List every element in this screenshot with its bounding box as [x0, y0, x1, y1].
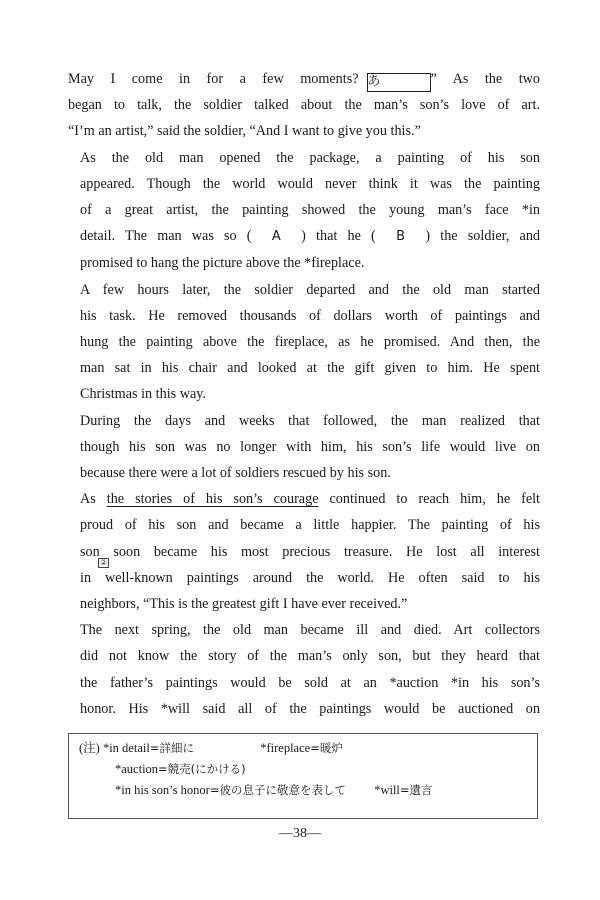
notes-row — [79, 780, 537, 801]
line — [68, 66, 540, 92]
note-definition: =彼の息子に敬意を表して — [209, 783, 346, 797]
line: his task. He removed thousands of dollars worth of paintings and — [80, 307, 540, 324]
paragraph-3 — [68, 277, 540, 408]
note-term: *will — [374, 783, 400, 797]
text-span: ” As the two — [430, 71, 540, 87]
paragraph-2 — [68, 145, 540, 277]
notes-label: (注) — [79, 741, 100, 755]
line: the father’s paintings would be sold at an *auction *in his son’s — [80, 674, 540, 691]
paragraph-6 — [68, 617, 540, 722]
paragraph-4 — [68, 408, 540, 487]
blank-b-letter: B — [396, 229, 406, 245]
note-definition: =詳細に — [149, 741, 194, 755]
notes-row — [79, 759, 537, 780]
line: because there were a lot of soldiers rescued by his son. — [80, 465, 391, 482]
page-number: —38— — [279, 826, 321, 841]
note-definition: =競売(にかける) — [158, 762, 246, 776]
line: of a great artist, the painting showed the young man’s face *in — [80, 202, 540, 219]
line: “I’m an artist,” said the soldier, “And I want to give you this.” — [68, 123, 421, 140]
line — [68, 223, 540, 250]
blank-a-letter: A — [271, 229, 281, 245]
line: in well-known paintings around the world. He often said to his — [80, 569, 540, 586]
note-term: *auction — [115, 762, 159, 776]
text-span: continued to reach him, he felt — [329, 491, 540, 508]
line: appeared. Though the world would never think it was the painting — [80, 175, 540, 192]
line: The next spring, the old man became ill and died. Art collectors — [80, 622, 540, 639]
note-term: *in detail — [102, 741, 150, 755]
line: though his son was no longer with him, his son’s life would live on — [80, 438, 540, 455]
answer-blank-a: あ — [367, 73, 431, 92]
line: neighbors, “This is the greatest gift I have ever received.” — [80, 596, 408, 613]
line: hung the painting above the fireplace, as he promised. And then, the — [80, 334, 540, 351]
note-definition: =遺言 — [399, 783, 433, 797]
underline-number-marker: ② — [100, 558, 108, 567]
note-term: *in his son’s honor — [115, 783, 210, 797]
line: man sat in his chair and looked at the gift given to him. He spent — [80, 360, 540, 377]
text-span: ) the soldier, and — [425, 228, 541, 245]
line: proud of his son and became a little happier. The painting of his — [80, 517, 540, 534]
line: During the days and weeks that followed, the man realized that — [80, 412, 540, 429]
underlined-phrase-2: the stories of his son’s courage — [106, 491, 319, 508]
text-span: ) that he ( — [301, 228, 376, 245]
line: began to talk, the soldier talked about the man’s son’s love of art. — [68, 97, 540, 114]
line: promised to hang the picture above the *fireplace. — [80, 255, 365, 272]
line: son soon became his most precious treasure. He lost all interest — [80, 543, 540, 560]
passage — [68, 66, 540, 722]
text-span: As — [80, 491, 96, 508]
note-definition: =暖炉 — [310, 741, 343, 755]
vocabulary-notes — [68, 733, 538, 819]
line: As the old man opened the package, a painting of his son — [80, 149, 540, 166]
paragraph-1 — [68, 66, 540, 145]
notes-row — [79, 738, 537, 759]
text-span: detail. The man was so ( — [80, 228, 252, 245]
line — [68, 486, 540, 512]
line: did not know the story of the man’s only son, but they heard that — [80, 648, 540, 665]
line: A few hours later, the soldier departed and the old man started — [80, 281, 540, 298]
note-term: *fireplace — [260, 741, 311, 755]
paragraph-5 — [68, 486, 540, 617]
text-span: May I come in for a few moments? — [68, 71, 359, 87]
line: Christmas in this way. — [80, 386, 206, 403]
line: honor. His *will said all of the paintings would be auctioned on — [80, 700, 540, 717]
